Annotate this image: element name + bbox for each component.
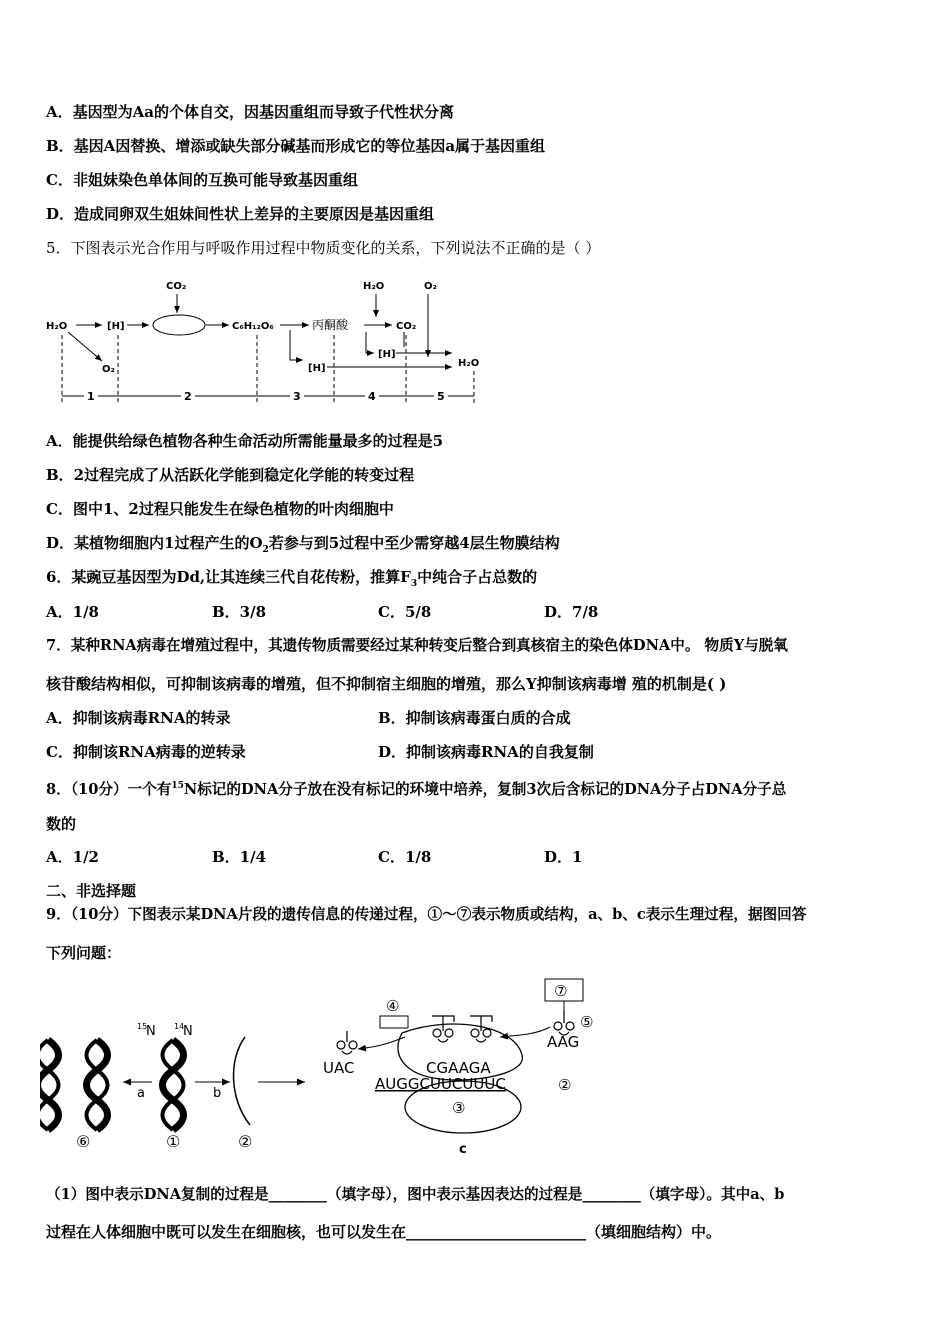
- section-heading: 二、非选择题: [46, 882, 137, 900]
- label-1: ①: [166, 1132, 181, 1151]
- q4-option-a: A．基因型为Aa的个体自交，因基因重组而导致子代性状分离: [46, 103, 454, 121]
- mrna-sequence: AUGGCUUCUUUC: [375, 1075, 506, 1093]
- glucose: C₆H₁₂O₆: [232, 321, 274, 332]
- anticodons: CGAAGA: [426, 1059, 491, 1077]
- trna-2: [470, 1016, 492, 1042]
- q9-sub1-line2: 过程在人体细胞中既可以发生在细胞核，也可以发生在________________________（填细胞结构）中。: [46, 1223, 722, 1241]
- q5-option-b: B．2过程完成了从活跃化学能到稳定化学能的转变过程: [46, 466, 415, 484]
- calvin-cycle-ellipse: [153, 315, 205, 335]
- q7-stem-line2: 核苷酸结构相似，可抑制该病毒的增殖，但不抑制宿主细胞的增殖，那么Y抑制该病毒增 殖的机制是( ): [46, 675, 727, 693]
- codon-aag: AAG: [547, 1033, 580, 1051]
- q4-option-d: D．造成同卵双生姐妹间性状上差异的主要原因是基因重组: [46, 205, 435, 223]
- q4-option-b: B．基因A因替换、增添或缺失部分碱基而形成它的等位基因a属于基因重组: [46, 137, 546, 155]
- q5-option-c: C．图中1、2过程只能发生在绿色植物的叶肉细胞中: [46, 500, 394, 518]
- q9-sub1-line1: （1）图中表示DNA复制的过程是________（填字母），图中表示基因表达的过程是________（填字母）。其中a、b: [46, 1186, 785, 1203]
- q6-option-b: B．3/8: [212, 603, 267, 621]
- h2o-left: H₂O: [46, 321, 68, 332]
- label-a: a: [137, 1086, 145, 1101]
- q8-option-b: B．1/4: [212, 848, 267, 866]
- q8-stem-line2: 数的: [46, 815, 77, 833]
- label-4: ④: [386, 997, 400, 1015]
- q9-stem-line1: 9．（10分）下图表示某DNA片段的遗传信息的传递过程，①～⑦表示物质或结构，a、b、c表示生理过程，据图回答: [46, 906, 807, 923]
- seg-1: 1: [87, 390, 95, 403]
- q9-diagram: [40, 975, 620, 1160]
- q5-option-d: D．某植物细胞内1过程产生的$O_2$若参与到5过程中至少需穿越4层生物膜结构: [46, 534, 560, 555]
- label-5: ⑤: [580, 1013, 594, 1031]
- q7-option-d: D．抑制该病毒RNA的自我复制: [378, 743, 594, 761]
- q4-option-c: C．非姐妹染色单体间的互换可能导致基因重组: [46, 171, 358, 189]
- q7-stem-line1: 7．某种RNA病毒在增殖过程中，其遗传物质需要经过某种转变后整合到真核宿主的染色体DNA中。 物质Y与脱氧: [46, 637, 788, 654]
- h-3: [H]: [378, 349, 396, 360]
- q7-option-c: C．抑制该RNA病毒的逆转录: [46, 743, 246, 761]
- seg-2: 2: [184, 390, 192, 403]
- label-6: ⑥: [76, 1132, 91, 1151]
- label-2-right: ②: [558, 1076, 572, 1094]
- q8-option-c: C．1/8: [378, 848, 432, 866]
- dna-helix-6b: [87, 1040, 108, 1130]
- seg-3: 3: [293, 390, 301, 403]
- trna-1: [432, 1016, 454, 1042]
- q9-stem-line2: 下列问题：: [46, 944, 122, 962]
- q7-option-a: A．抑制该病毒RNA的转录: [46, 709, 231, 727]
- label-7: ⑦: [554, 982, 568, 1000]
- label-3: ③: [452, 1099, 466, 1117]
- n15-letter: N: [146, 1024, 156, 1039]
- mrna-strand: [234, 1037, 250, 1125]
- h2o-right: H₂O: [458, 358, 480, 369]
- box-4: [380, 1016, 408, 1028]
- q6-option-a: A．1/8: [46, 603, 99, 621]
- q6-option-c: C．5/8: [378, 603, 432, 621]
- trna-left: [337, 1031, 357, 1054]
- q5-option-a: A．能提供给绿色植物各种生命活动所需能量最多的过程是5: [46, 432, 444, 450]
- h2o-top: H₂O: [363, 281, 385, 292]
- q7-option-b: B．抑制该病毒蛋白质的合成: [378, 709, 571, 727]
- seg-4: 4: [368, 390, 376, 403]
- q8-option-d: D．1: [544, 848, 583, 866]
- q8-option-a: A．1/2: [46, 848, 99, 866]
- seg-5: 5: [437, 390, 445, 403]
- o2-left: O₂: [102, 364, 115, 375]
- codon-uac: UAC: [323, 1059, 355, 1077]
- n15-sup: 15: [137, 1022, 148, 1031]
- n14-letter: N: [183, 1024, 193, 1039]
- q6-stem: 6．某豌豆基因型为Dd,让其连续三代自花传粉，推算$F_3$中纯合子占总数的: [46, 568, 538, 589]
- co2-right: CO₂: [396, 321, 417, 332]
- q6-option-d: D．7/8: [544, 603, 599, 621]
- co2-top: CO₂: [166, 281, 187, 292]
- trna-right: [554, 1011, 574, 1035]
- q8-stem-line1: 8．（10分）一个有$^{15}$N标记的DNA分子放在没有标记的环境中培养，复制3次后含标记的DNA分子占DNA分子总: [46, 780, 787, 798]
- dna-helix-6a: [40, 1040, 59, 1130]
- pyruvate: 丙酮酸: [312, 318, 349, 332]
- dna-helix-1: [163, 1040, 184, 1130]
- q5-diagram: [44, 275, 494, 410]
- n14-sup: 14: [174, 1022, 185, 1031]
- h-1: [H]: [107, 321, 125, 332]
- label-c: c: [459, 1142, 467, 1157]
- h-2: [H]: [308, 363, 326, 374]
- o2-top: O₂: [424, 281, 437, 292]
- label-2-left: ②: [238, 1132, 253, 1151]
- label-b: b: [213, 1086, 222, 1101]
- q5-stem: 5．下图表示光合作用与呼吸作用过程中物质变化的关系，下列说法不正确的是（ ）: [46, 239, 601, 257]
